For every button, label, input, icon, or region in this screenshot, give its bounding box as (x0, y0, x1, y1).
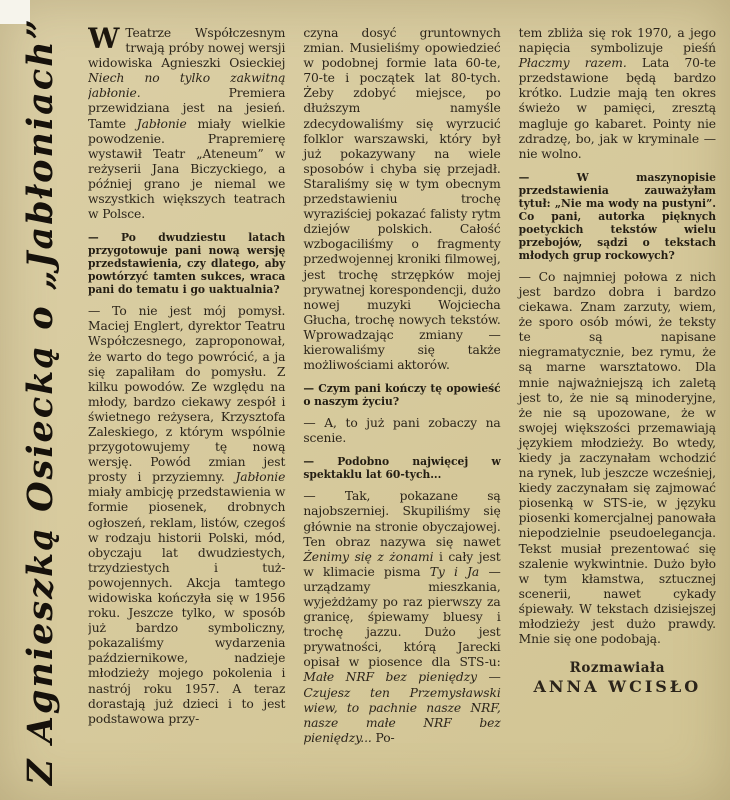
dropcap-letter: W (88, 26, 120, 55)
byline-label (519, 661, 716, 676)
text-run: — Po dwudziestu latach przygotowuje pani nową wersję przedstawienia, czy dlatego, aby powtórzyć tamten sukces, wraca pani do tematu i go uaktualnia? (88, 231, 286, 297)
interview-answer-paragraph (519, 26, 716, 162)
italic-text-run: Jabłonie (136, 116, 187, 131)
text-run: — Podobno najwięcej w spektaklu lat 60-tych... (303, 455, 501, 482)
interview-question (303, 382, 500, 408)
byline-name (519, 677, 716, 697)
text-run: — Tak, pokazane są najobszerniej. Skupiliśmy się głównie na stronie obyczajowej. Ten obraz nazywa się nawet (303, 489, 501, 549)
italic-text-run: Płaczmy razem. (518, 56, 627, 71)
text-run: ANNA WCISŁO (533, 677, 702, 697)
text-run: Lata 70-te przedstawione będą bardzo krótko. Ludzie mają ten okres świeżo w pamięci, zresztą magluje go kabaret. Pointy nie zdradzę, bo, jak w kryminale — nie wolno. (518, 56, 716, 161)
italic-text-run: Ty i Ja (429, 564, 480, 579)
text-run: — A, to już pani zobaczy na scenie. (303, 416, 501, 446)
interview-answer-paragraph (519, 270, 716, 647)
interview-question (303, 455, 500, 481)
article-columns (88, 26, 716, 792)
text-run: Teatrze Współczesnym trwają próby nowej wersji widowiska Agnieszki Osieckiej (88, 26, 286, 71)
text-run: — W maszynopisie przedstawienia zauważyłam tytuł: „Nie ma wody na pustyni”. Co pani, autorka pięknych poetyckich tekstów wielu przebojów, sądzi o tekstach młodych grup rockowych? (518, 170, 716, 262)
italic-text-run: Niech no tylko zakwitną jabłonie. (88, 71, 286, 101)
text-run: miały wielkie powodzenie. Prapremierę wystawił Teatr „Ateneum” w reżyserii Jana Biczyckiego, a później grano je niemal we wszystkich większych teatrach w Polsce. (88, 116, 286, 222)
text-run: i cały jest w klimacie pisma (303, 549, 501, 579)
text-run: Rozmawiała (569, 660, 665, 677)
text-run: — Co najmniej połowa z nich jest bardzo dobra i bardzo ciekawa. Znam zarzuty, wiem, że sporo osób mówi, że teksty te są napisane niegramatycznie, bez rymu, że są marne warsztatowo. Dla mnie najważniejszą ich zaletą jest to, że nie są minoderyjne, że nie są upozowane, że w swojej większości przemawiają językiem młodzieży. Bo wtedy, kiedy ja zaczynałam wchodzić na rynek, lub jeszcze wcześniej, kiedy zaczynałam się zajmować piosenką w STS-ie, w języku piosenki komercjalnej panowała niepodzielnie pseudoelegancja. Tekst musiał prezentować się szalenie wykwintnie. Dużo było w tym kłamstwa, sztucznej scenerii, nawet cykady śpiewały. W tekstach dzisiejszej młodzieży jest dużo prawdy. Mnie się one podobają. (518, 269, 716, 647)
article-column-3 (519, 26, 716, 792)
text-run: czyna dosyć gruntownych zmian. Musieliśmy opowiedzieć w podobnej formie lata 60-te, 70-te i początek lat 80-tych. Żeby zdobyć miejsce, po dłuższym namyśle zdecydowaliśmy się wyrzucić folklor warszawski, który był już pokazywany na wiele sposobów i chyba się przejadł. Staraliśmy się w tym obecnym przedstawieniu trochę wyraziściej pokazać falisty rytm dziejów polskich. Całość wzbogaciliśmy o fragmenty przedwojennej kroniki filmowej, jest trochę strzępków mojej prywatnej korespondencji, dużo nowej muzyki Wojciecha Głucha, trochę nowych tekstów. Wprowadzając zmiany — kierowaliśmy się także możliwościami aktorów. (303, 26, 501, 373)
article-column-1 (88, 26, 285, 792)
text-run: Po- (371, 730, 395, 745)
article-lead-paragraph (88, 26, 285, 222)
text-run: miały ambicję przedstawienia w formie piosenek, drobnych ogłoszeń, reklam, listów, czegoś w rodzaju historii Polski, mód, obyczaju lat dwudziestych, trzydziestych i tuż-powojennych. Akcja tamtego widowiska kończyła się w 1956 roku. Jeszcze tylko, w sposób już bardzo symboliczny, pokazaliśmy wydarzenia październikowe, nadzieje młodzieży mojego pokolenia i nastrój roku 1957. A teraz dorastają już dzieci i to jest podstawowa przy- (88, 485, 286, 726)
text-run: — urządzamy mieszkania, wyjeżdżamy po raz pierwszy za granicę, śpiewamy bluesy i trochę jazzu. Dużo jest prywatności, którą Jarecki opisał w piosence dla STS-u: (303, 564, 501, 670)
interview-question (519, 171, 716, 262)
italic-text-run: Żenimy się z żonami (303, 549, 434, 564)
interview-answer-paragraph (88, 304, 285, 727)
text-run: — Czym pani kończy tę opowieść o naszym życiu? (303, 382, 501, 409)
italic-text-run: Małe NRF bez pieniędzy — Czujesz ten Przemysławski wiew, to pachnie nasze NRF, nasze małe NRF bez pieniędzy... (303, 670, 501, 745)
text-run: Premiera przewidziana jest na jesień. Tamte (88, 86, 286, 131)
interview-answer-paragraph (303, 489, 500, 746)
article-title-vertical: Z Agnieszką Osiecką o „Jabłoniach” (20, 17, 61, 785)
interview-answer-paragraph (303, 26, 500, 373)
interview-answer-paragraph (303, 416, 500, 446)
text-run: tem zbliża się rok 1970, a jego napięcia symbolizuje pieśń (518, 26, 716, 56)
italic-text-run: Jabłonie (235, 470, 286, 485)
interview-question (88, 231, 285, 296)
text-run: — To nie jest mój pomysł. Maciej Englert, dyrektor Teatru Współczesnego, zaproponował, że warto do tego powrócić, a ja się zapaliłam do pomysłu. Z kilku powodów. Ze względu na młody, bardzo ciekawy zespół i świetnego reżysera, Krzysztofa Zaleskiego, z którym wspólnie przygotowujemy tę nową wersję. Powód zmian jest prosty i przyziemny. (88, 304, 286, 485)
article-column-2 (303, 26, 500, 792)
